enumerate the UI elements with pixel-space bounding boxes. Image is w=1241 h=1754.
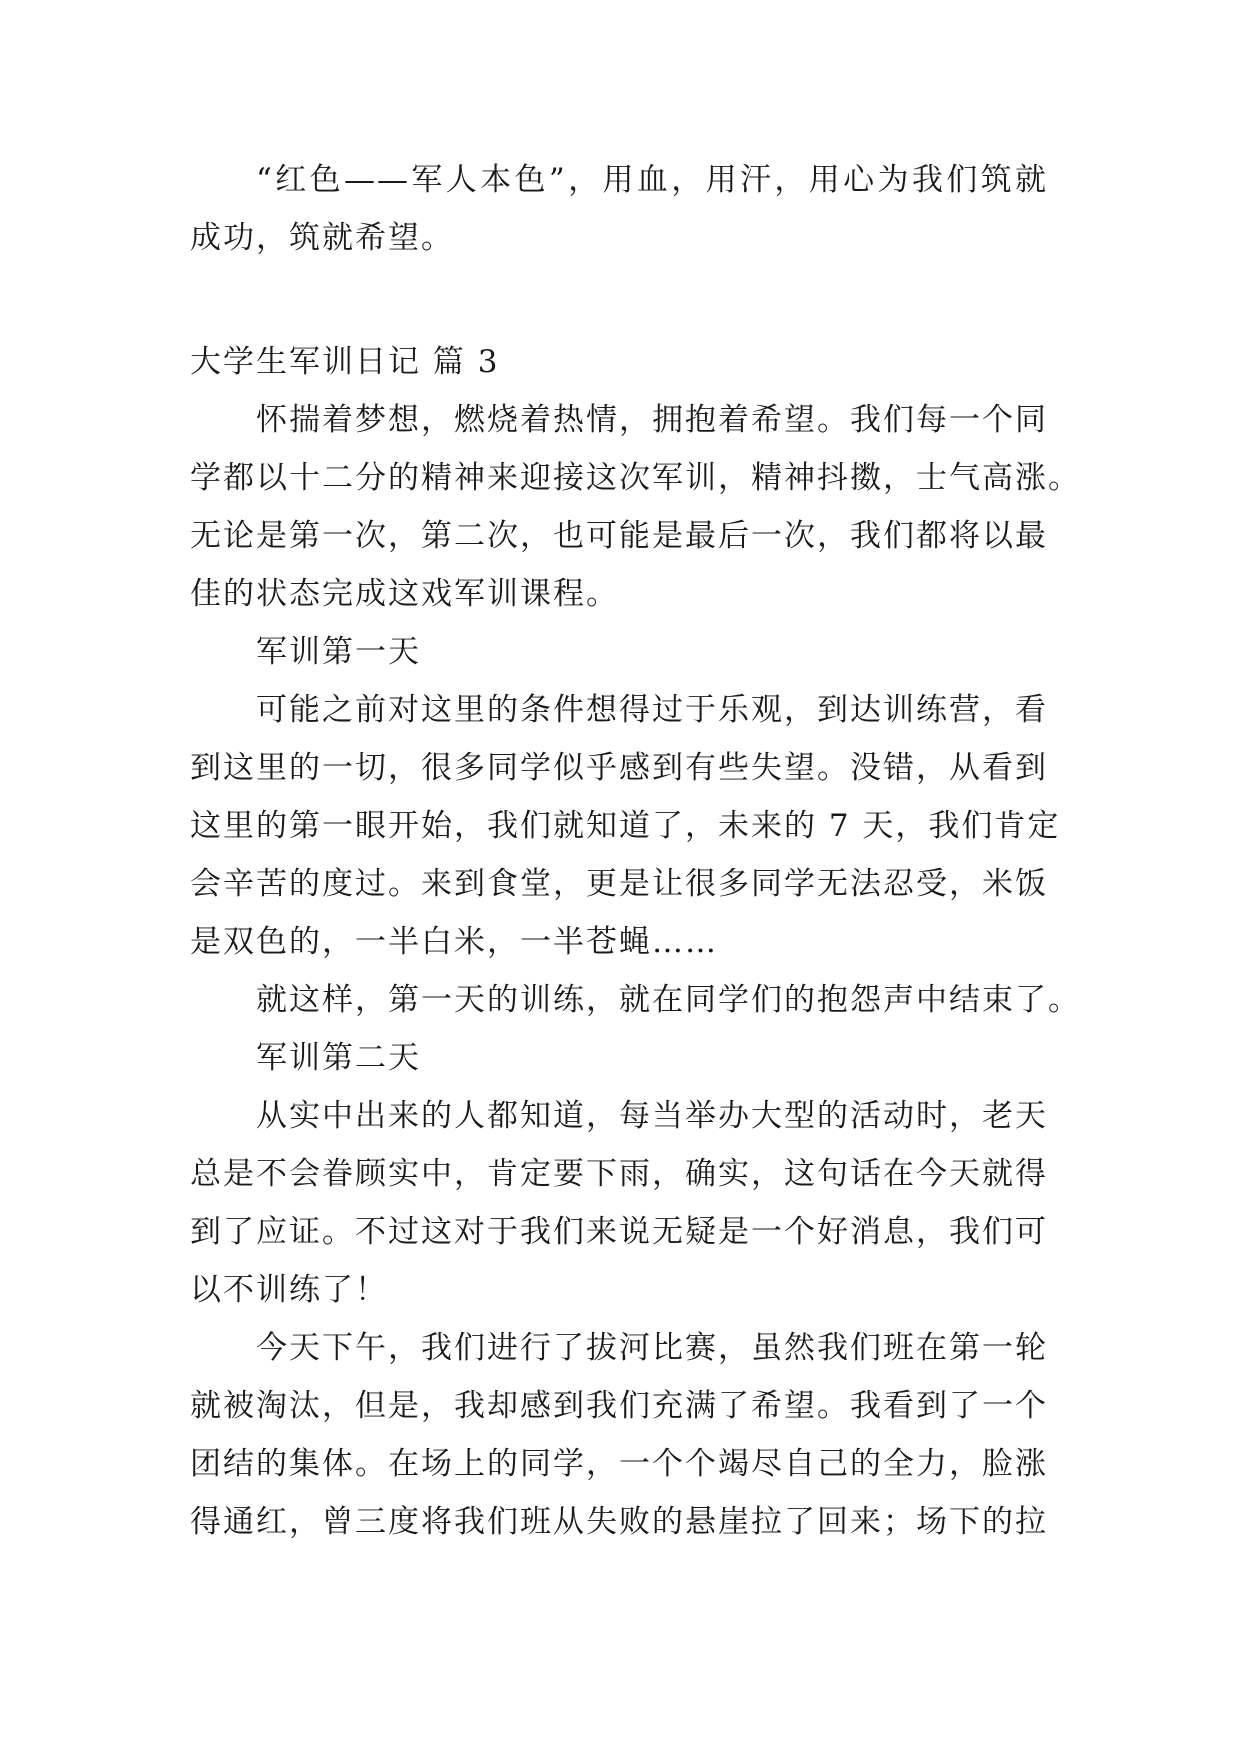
- paragraph-line: 无论是第一次，第二次，也可能是最后一次，我们都将以最: [190, 518, 1048, 554]
- paragraph-line: 可能之前对这里的条件想得过于乐观，到达训练营，看: [256, 692, 1048, 728]
- section-heading: 大学生军训日记 篇 3: [190, 344, 500, 380]
- paragraph-line: 就这样，第一天的训练，就在同学们的抱怨声中结束了。: [256, 982, 1081, 1018]
- paragraph-line: 总是不会眷顾实中，肯定要下雨，确实，这句话在今天就得: [190, 1156, 1048, 1192]
- paragraph-line: 佳的状态完成这戏军训课程。: [190, 576, 619, 612]
- paragraph-line: 这里的第一眼开始，我们就知道了，未来的 7 天，我们肯定: [190, 808, 1061, 844]
- paragraph-line: 到了应证。不过这对于我们来说无疑是一个好消息，我们可: [190, 1214, 1048, 1250]
- paragraph-line: 怀揣着梦想，燃烧着热情，拥抱着希望。我们每一个同: [256, 402, 1048, 438]
- subheading: 军训第二天: [256, 1040, 421, 1076]
- paragraph-line: 会辛苦的度过。来到食堂，更是让很多同学无法忍受，米饭: [190, 866, 1048, 902]
- paragraph-line: 学都以十二分的精神来迎接这次军训，精神抖擞，士气高涨。: [190, 460, 1081, 496]
- paragraph-line: 从实中出来的人都知道，每当举办大型的活动时，老天: [256, 1098, 1048, 1134]
- paragraph-line: 到这里的一切，很多同学似乎感到有些失望。没错，从看到: [190, 750, 1048, 786]
- paragraph-line: 今天下午，我们进行了拔河比赛，虽然我们班在第一轮: [256, 1330, 1048, 1366]
- paragraph-line: 得通红，曾三度将我们班从失败的悬崖拉了回来；场下的拉: [190, 1504, 1048, 1540]
- paragraph-line: 就被淘汰，但是，我却感到我们充满了希望。我看到了一个: [190, 1388, 1048, 1424]
- paragraph-line: “红色——军人本色”，用血，用汗，用心为我们筑就: [256, 162, 1048, 198]
- paragraph-line: 以不训练了！: [190, 1272, 388, 1308]
- paragraph-line: 成功，筑就希望。: [190, 220, 454, 256]
- paragraph-line: 团结的集体。在场上的同学，一个个竭尽自己的全力，脸涨: [190, 1446, 1048, 1482]
- subheading: 军训第一天: [256, 634, 421, 670]
- paragraph-line: 是双色的，一半白米，一半苍蝇……: [190, 924, 718, 960]
